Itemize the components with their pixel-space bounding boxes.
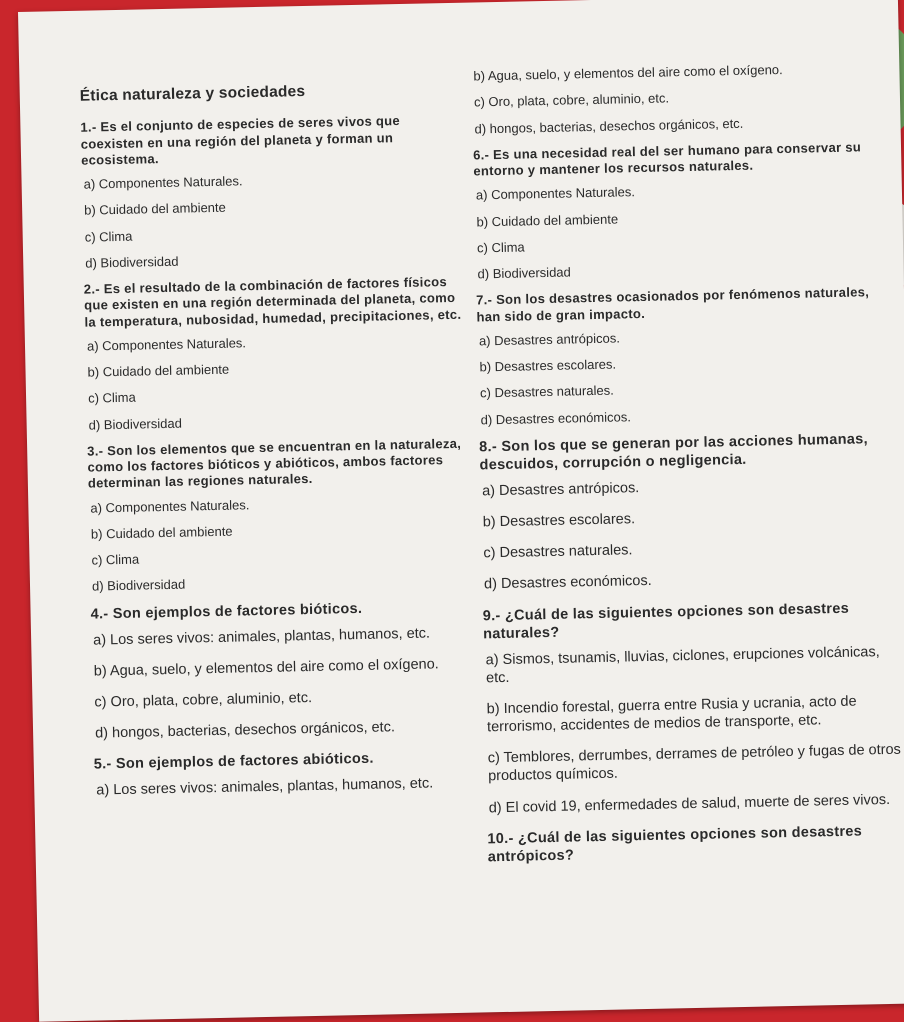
answer-option: c) Clima (87, 389, 136, 406)
page-title: Ética naturaleza y sociedades (79, 83, 306, 105)
answer-option: b) Desastres escolares. (479, 356, 617, 375)
answer-option: d) El covid 19, enfermedades de salud, muerte de seres vivos. (488, 791, 891, 816)
answer-option: b) Cuidado del ambiente (90, 523, 233, 542)
question-text: 10.- ¿Cuál de las siguientes opciones son desastres antrópicos? (487, 823, 863, 866)
answer-option: b) Agua, suelo, y elementos del aire como el oxígeno. (473, 62, 783, 84)
answer-option: b) Incendio forestal, guerra entre Rusia y ucrania, acto de terrorismo, accidentes de medios de transporte, etc. (486, 693, 857, 736)
question-text: 8.- Son los que se generan por las acciones humanas, descuidos, corrupción o negligencia. (479, 431, 869, 474)
answer-option: c) Oro, plata, cobre, aluminio, etc. (473, 90, 670, 110)
answer-option: c) Desastres naturales. (483, 542, 633, 562)
answer-option: b) Cuidado del ambiente (87, 361, 230, 380)
answer-option: c) Temblores, derrumbes, derrames de petróleo y fugas de otros productos químicos. (487, 741, 902, 785)
answer-option: d) Biodiversidad (88, 415, 183, 433)
answer-option: b) Agua, suelo, y elementos del aire como el oxígeno. (93, 656, 439, 680)
question-text: 4.- Son ejemplos de factores bióticos. (90, 600, 363, 623)
question-text: 1.- Es el conjunto de especies de seres vivos que coexisten en una región del planeta y forman un ecosistema. (80, 113, 401, 168)
answer-option: d) Desastres económicos. (483, 573, 652, 593)
answer-option: d) Biodiversidad (477, 264, 571, 282)
answer-option: a) Los seres vivos: animales, plantas, humanos, etc. (93, 625, 431, 649)
question-text: 5.- Son ejemplos de factores abióticos. (93, 750, 374, 773)
answer-option: d) hongos, bacterias, desechos orgánicos, etc. (474, 115, 744, 136)
question-text: 7.- Son los desastres ocasionados por fenómenos naturales, han sido de gran impacto. (475, 284, 870, 324)
answer-option: a) Desastres antrópicos. (481, 480, 640, 500)
answer-option: c) Oro, plata, cobre, aluminio, etc. (94, 689, 313, 711)
question-text: 2.- Es el resultado de la combinación de factores físicos que existen en una región determinada del planeta, como la temperatura, nubosidad, humedad, precipitaciones, etc. (83, 274, 462, 330)
answer-option: b) Desastres escolares. (482, 511, 636, 531)
right-column (471, 60, 904, 874)
answer-option: a) Componentes Naturales. (83, 173, 243, 192)
answer-option: b) Cuidado del ambiente (84, 200, 226, 219)
right-question-list (471, 60, 904, 866)
answer-option: a) Componentes Naturales. (475, 184, 636, 203)
answer-option: d) Desastres económicos. (480, 408, 632, 427)
answer-option: a) Los seres vivos: animales, plantas, humanos, etc. (96, 775, 434, 799)
answer-option: a) Sismos, tsunamis, lluvias, ciclones, erupciones volcánicas, etc. (485, 643, 880, 687)
answer-option: c) Clima (84, 228, 133, 245)
left-column (80, 79, 475, 813)
left-question-list (80, 112, 474, 800)
question-text: 3.- Son los elementos que se encuentran en la naturaleza, como los factores bióticos y abióticos, ambos factores determinan las regiones naturales. (87, 435, 462, 492)
answer-option: c) Desastres naturales. (479, 382, 614, 401)
answer-option: b) Cuidado del ambiente (476, 210, 619, 229)
answer-option: d) Biodiversidad (91, 576, 186, 594)
question-text: 9.- ¿Cuál de las siguientes opciones son desastres naturales? (482, 600, 850, 643)
question-text: 6.- Es una necesidad real del ser humano para conservar su entorno y mantener los recursos naturales. (472, 139, 862, 179)
answer-option: c) Clima (91, 551, 140, 568)
answer-option: a) Componentes Naturales. (90, 496, 250, 516)
answer-option: d) Biodiversidad (85, 253, 179, 271)
answer-option: c) Clima (476, 239, 525, 256)
answer-option: d) hongos, bacterias, desechos orgánicos, etc. (94, 719, 396, 742)
answer-option: a) Desastres antrópicos. (478, 330, 621, 349)
answer-option: a) Componentes Naturales. (86, 335, 247, 354)
worksheet-page (18, 0, 904, 1022)
